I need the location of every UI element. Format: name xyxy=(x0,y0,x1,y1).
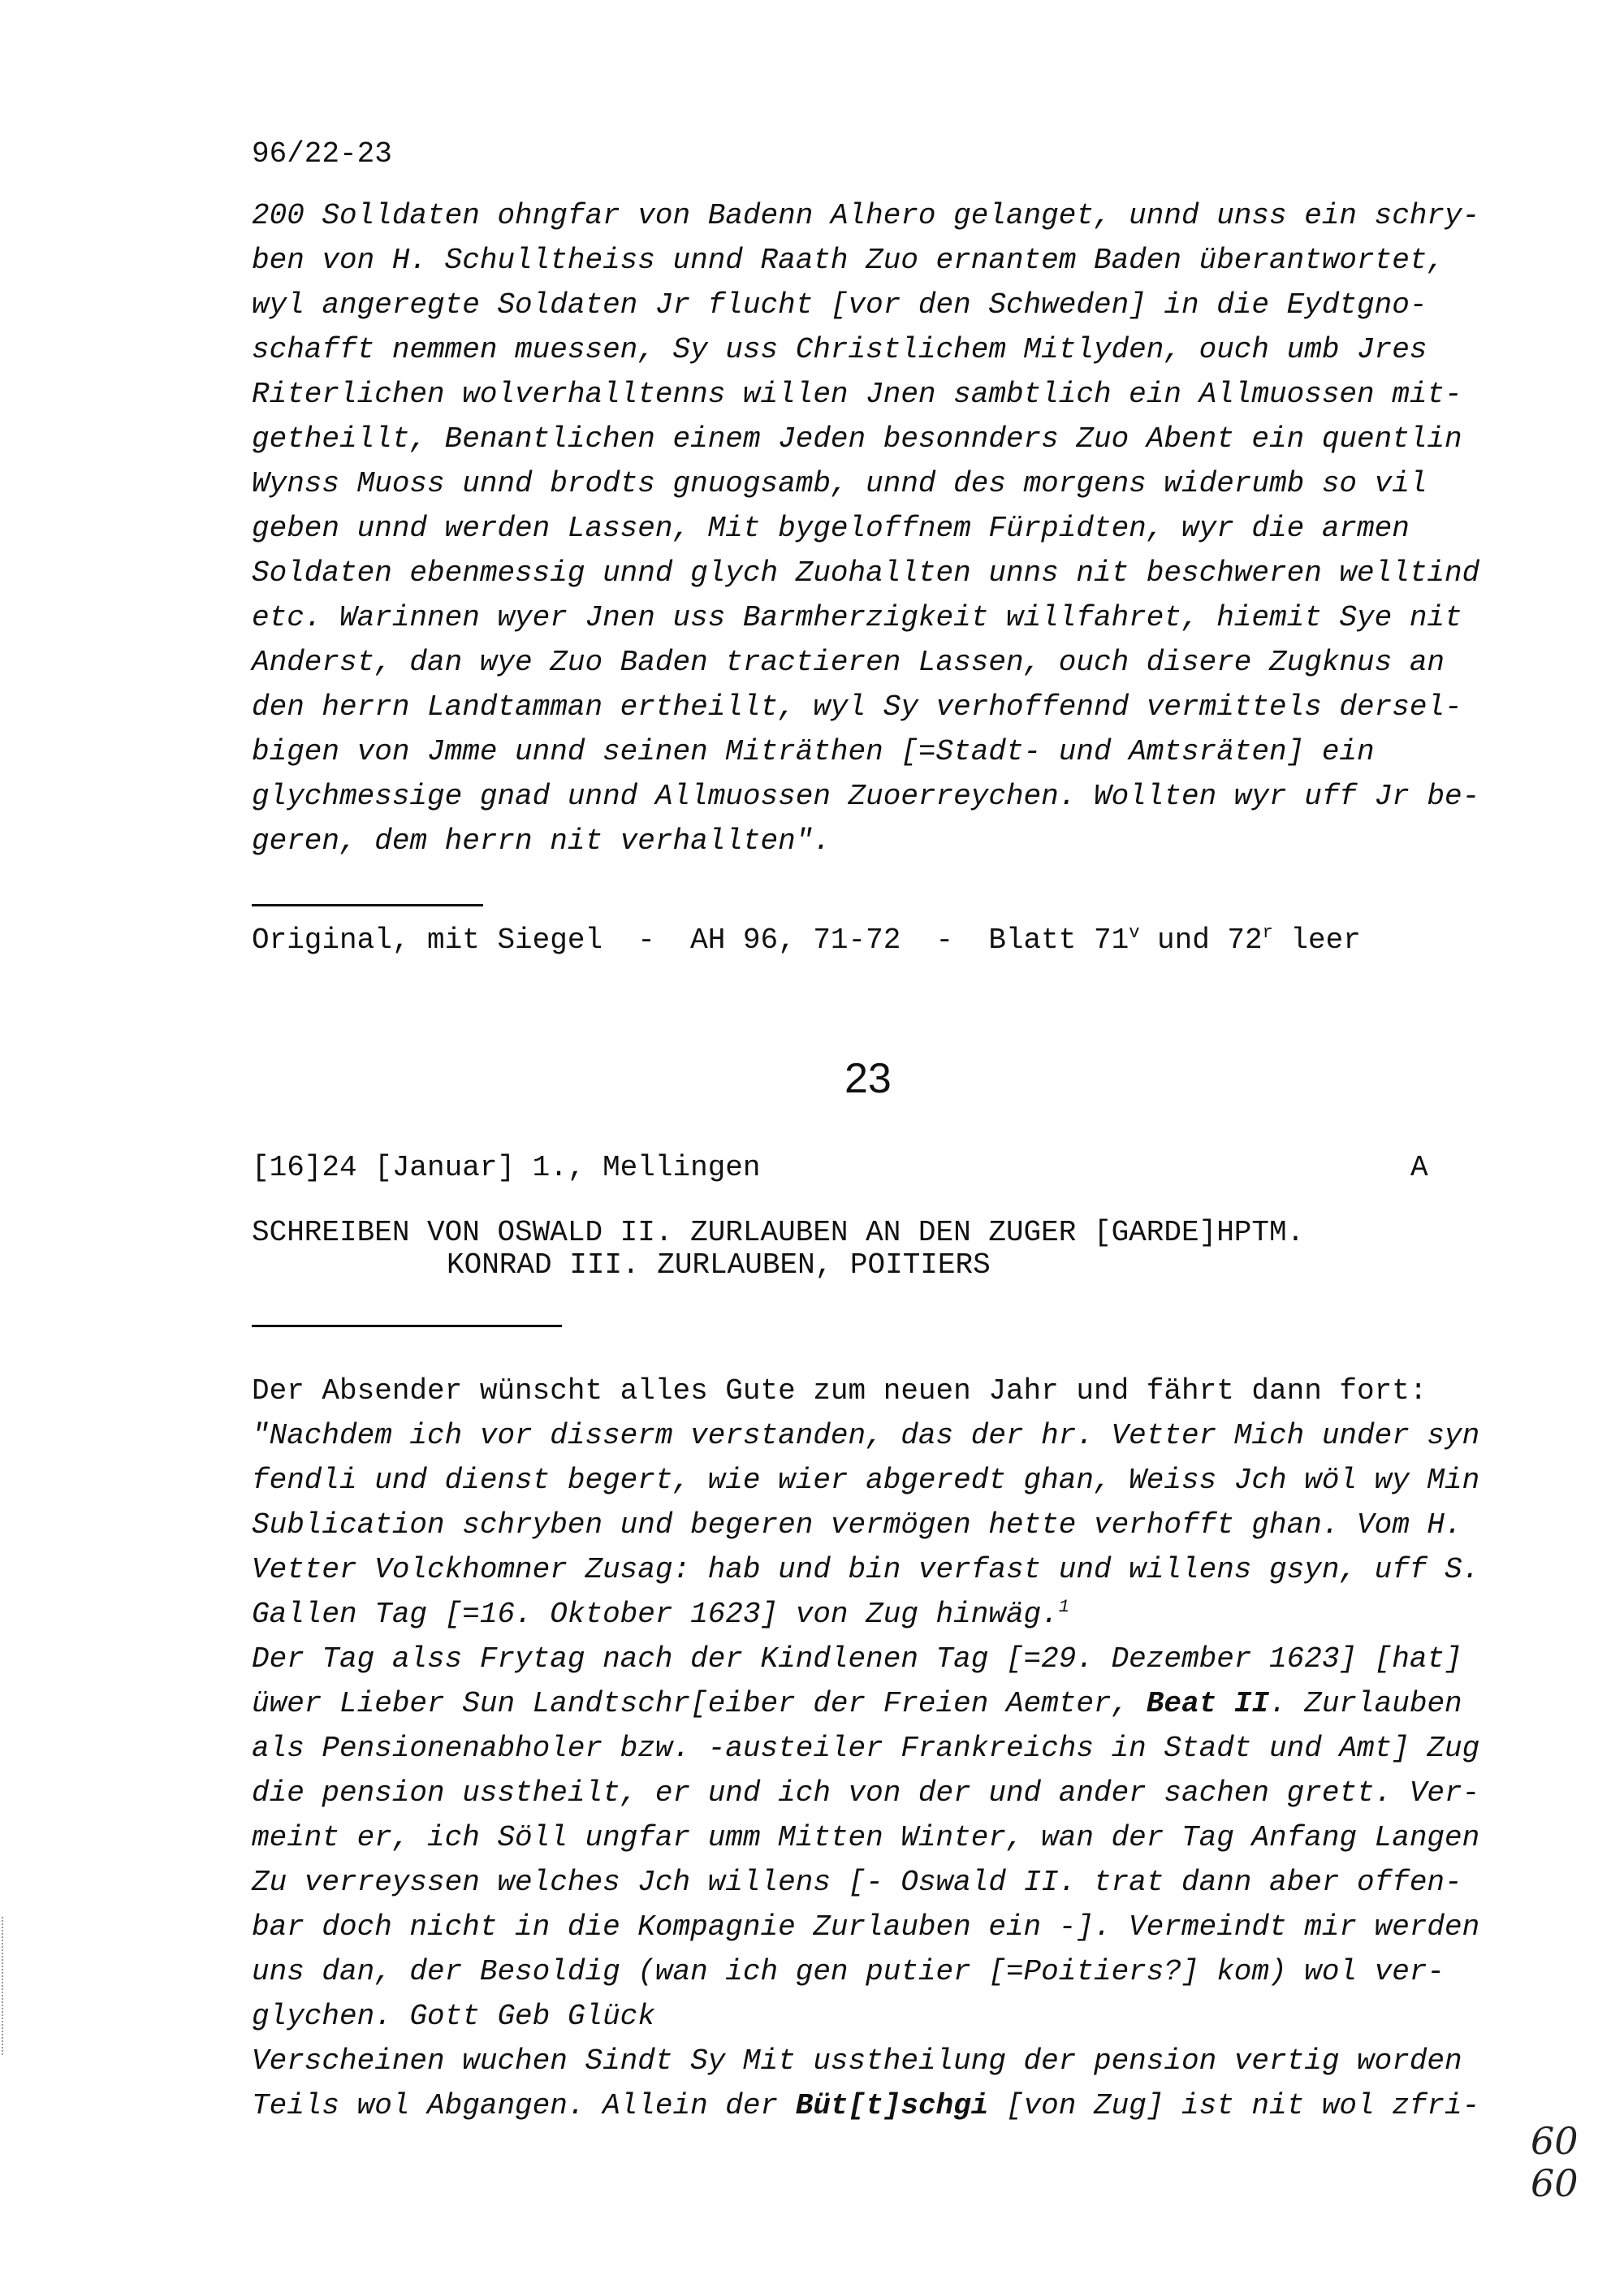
letter2-line: glychen. Gott Geb Glück xyxy=(252,2000,655,2033)
separator-rule xyxy=(252,904,483,906)
document-marker: A xyxy=(1410,1151,1428,1184)
letter2-line: Sublication schryben und begeren vermögen hette verhofft ghan. Vom H. xyxy=(252,1508,1462,1542)
footnote-mark: 1 xyxy=(1058,1597,1069,1617)
letter1-line: Soldaten ebenmessig unnd glych Zuohallten unns nit beschweren welltind xyxy=(252,556,1480,590)
source-note-text: und 72 xyxy=(1139,924,1263,957)
letter2-line: uns dan, der Besoldig (wan ich gen putier [=Poitiers?] kom) wol ver- xyxy=(252,1955,1445,1988)
letter2-line-text: [von Zug] ist nit wol zfri- xyxy=(988,2089,1480,2122)
source-note-sup-recto: r xyxy=(1262,923,1273,943)
bold-name: Beat II xyxy=(1146,1687,1270,1720)
letter1-line: geben unnd werden Lassen, Mit bygeloffnem Fürpidten, wyr die armen xyxy=(252,512,1410,545)
document-title-line-1: SCHREIBEN VON OSWALD II. ZURLAUBEN AN DEN ZUGER [GARDE]HPTM. xyxy=(252,1216,1305,1249)
letter1-line: Wynss Muoss unnd brodts gnuogsamb, unnd des morgens widerumb so vil xyxy=(252,467,1427,500)
source-note xyxy=(252,918,1361,963)
letter2-line-text: Gallen Tag [=16. Oktober 1623] von Zug hinwäg. xyxy=(252,1598,1059,1631)
letter2-line: fendli und dienst begert, wie wier abgeredt ghan, Weiss Jch wöl wy Min xyxy=(252,1464,1480,1497)
handwritten-page-number xyxy=(1531,2120,1579,2204)
bold-name: Büt[t]schgi xyxy=(795,2089,989,2122)
source-note-sup-verso: v xyxy=(1129,923,1140,943)
letter1-line: glychmessige gnad unnd Allmuossen Zuoerreychen. Wollten wyr uff Jr be- xyxy=(252,780,1480,813)
letter2-line: als Pensionenabholer bzw. -austeiler Frankreichs in Stadt und Amt] Zug xyxy=(252,1732,1480,1765)
document-reference: 96/22-23 xyxy=(252,137,392,171)
scan-edge-marks xyxy=(2,1917,8,2055)
letter2-line: die pension usstheilt, er und ich von der und ander sachen grett. Ver- xyxy=(252,1776,1480,1810)
letter2-line-text: üwer Lieber Sun Landtschr[eiber der Freien Aemter, xyxy=(252,1687,1147,1720)
letter1-line: etc. Warinnen wyer Jnen uss Barmherzigkeit willfahret, hiemit Sye nit xyxy=(252,601,1462,634)
letter2-line: meint er, ich Söll ungfar umm Mitten Winter, wan der Tag Anfang Langen xyxy=(252,1821,1480,1854)
letter2-line xyxy=(252,1592,1069,1637)
letter1-line: Anderst, dan wye Zuo Baden tractieren Lassen, ouch disere Zugknus an xyxy=(252,646,1445,679)
date-place: [16]24 [Januar] 1., Mellingen xyxy=(252,1151,761,1184)
letter1-line: den herrn Landtamman ertheillt, wyl Sy verhoffennd vermittels dersel- xyxy=(252,690,1462,724)
letter2-line-text: Teils wol Abgangen. Allein der xyxy=(252,2089,796,2122)
letter2-line xyxy=(252,2083,1479,2129)
source-note-text: leer xyxy=(1272,924,1361,957)
letter1-line: Riterlichen wolverhalltenns willen Jnen sambtlich ein Allmuossen mit- xyxy=(252,378,1462,411)
document-title-line-2: KONRAD III. ZURLAUBEN, POITIERS xyxy=(447,1248,991,1282)
letter2-line: Der Tag alss Frytag nach der Kindlenen Tag [=29. Dezember 1623] [hat] xyxy=(252,1642,1462,1676)
letter2-intro: Der Absender wünscht alles Gute zum neuen Jahr und fährt dann fort: xyxy=(252,1374,1427,1408)
letter1-line: geren, dem herrn nit verhallten". xyxy=(252,824,831,858)
letter1-line: bigen von Jmme unnd seinen Miträthen [=Stadt- und Amtsräten] ein xyxy=(252,735,1375,768)
source-note-text: Original, mit Siegel - AH 96, 71-72 - Blatt 71 xyxy=(252,924,1129,957)
letter2-line: Vetter Volckhomner Zusag: hab und bin verfast und willens gsyn, uff S. xyxy=(252,1553,1480,1586)
letter2-line: Zu verreyssen welches Jch willens [- Oswald II. trat dann aber offen- xyxy=(252,1866,1462,1899)
letter2-line xyxy=(252,1681,1462,1727)
letter1-line: ben von H. Schulltheiss unnd Raath Zuo ernantem Baden überantwortet, xyxy=(252,244,1445,277)
letter2-line: "Nachdem ich vor disserm verstanden, das der hr. Vetter Mich under syn xyxy=(252,1419,1480,1452)
handwritten-page-number-lower: 60 xyxy=(1531,2161,1579,2205)
handwritten-page-number-upper: 60 xyxy=(1531,2119,1579,2163)
letter2-line-text: . Zurlauben xyxy=(1269,1687,1462,1720)
letter1-line: getheillt, Benantlichen einem Jeden besonnders Zuo Abent ein quentlin xyxy=(252,422,1462,456)
letter2-line: Verscheinen wuchen Sindt Sy Mit usstheilung der pension vertig worden xyxy=(252,2044,1462,2078)
letter2-line: bar doch nicht in die Kompagnie Zurlauben ein -]. Vermeindt mir werden xyxy=(252,1910,1480,1944)
letter1-line: 200 Solldaten ohngfar von Badenn Alhero gelanget, unnd unss ein schry- xyxy=(252,199,1480,232)
separator-rule xyxy=(252,1325,562,1327)
document-number: 23 xyxy=(844,1055,892,1102)
letter1-line: wyl angeregte Soldaten Jr flucht [vor den Schweden] in die Eydtgno- xyxy=(252,288,1427,322)
letter1-line: schafft nemmen muessen, Sy uss Christlichem Mitlyden, ouch umb Jres xyxy=(252,333,1427,366)
